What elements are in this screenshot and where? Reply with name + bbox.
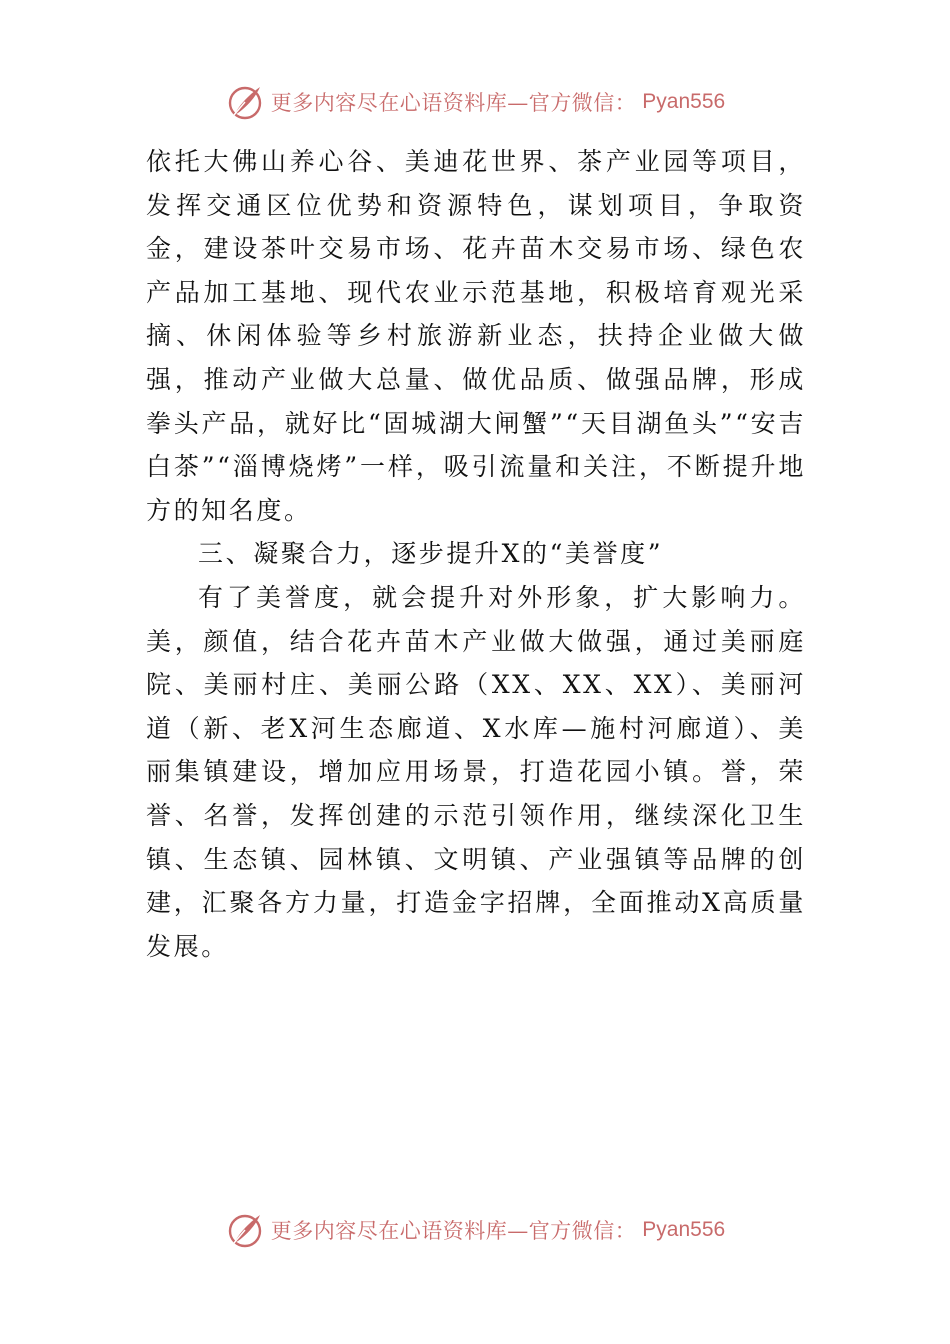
- quill-pen-logo-icon: [225, 1210, 265, 1250]
- watermark-text: 更多内容尽在心语资料库—官方微信：: [270, 91, 637, 115]
- watermark-text: 更多内容尽在心语资料库—官方微信：: [270, 1219, 637, 1243]
- body-paragraph-2: 有了美誉度，就会提升对外形象，扩大影响力。美，颜值，结合花卉苗木产业做大做强，通过美丽庭院、美丽村庄、美丽公路（XX、XX、XX）、美丽河道（新、老X河生态廊道、X水库—施村河廊道）、美丽集镇建设，增加应用场景，打造花园小镇。誉，荣誉、名誉，发挥创建的示范引领作用，继续深化卫生镇、生态镇、园林镇、文明镇、产业强镇等品牌的创建，汇聚各方力量，打造金字招牌，全面推动X高质量发展。: [146, 582, 806, 961]
- watermark-handle: Pyan556: [642, 1218, 726, 1241]
- section-heading: 三、凝聚合力，逐步提升X的“美誉度”: [198, 539, 664, 569]
- body-paragraph-1: 依托大佛山养心谷、美迪花世界、茶产业园等项目，发挥交通区位优势和资源特色，谋划项目，争取资金，建设茶叶交易市场、花卉苗木交易市场、绿色农产品加工基地、现代农业示范基地，积极培育观光采摘、休闲体验等乡村旅游新业态，扶持企业做大做强，推动产业做大总量、做优品质、做强品牌，形成拳头产品，就好比“固城湖大闸蟹”“天目湖鱼头”“安吉白茶”“淄博烧烤”一样，吸引流量和关注，不断提升地方的知名度。: [146, 147, 806, 525]
- quill-pen-logo-icon: [225, 82, 265, 122]
- document-body: [146, 140, 806, 968]
- watermark-handle: Pyan556: [642, 90, 726, 113]
- header-watermark: [0, 80, 950, 124]
- footer-watermark: [0, 1208, 950, 1252]
